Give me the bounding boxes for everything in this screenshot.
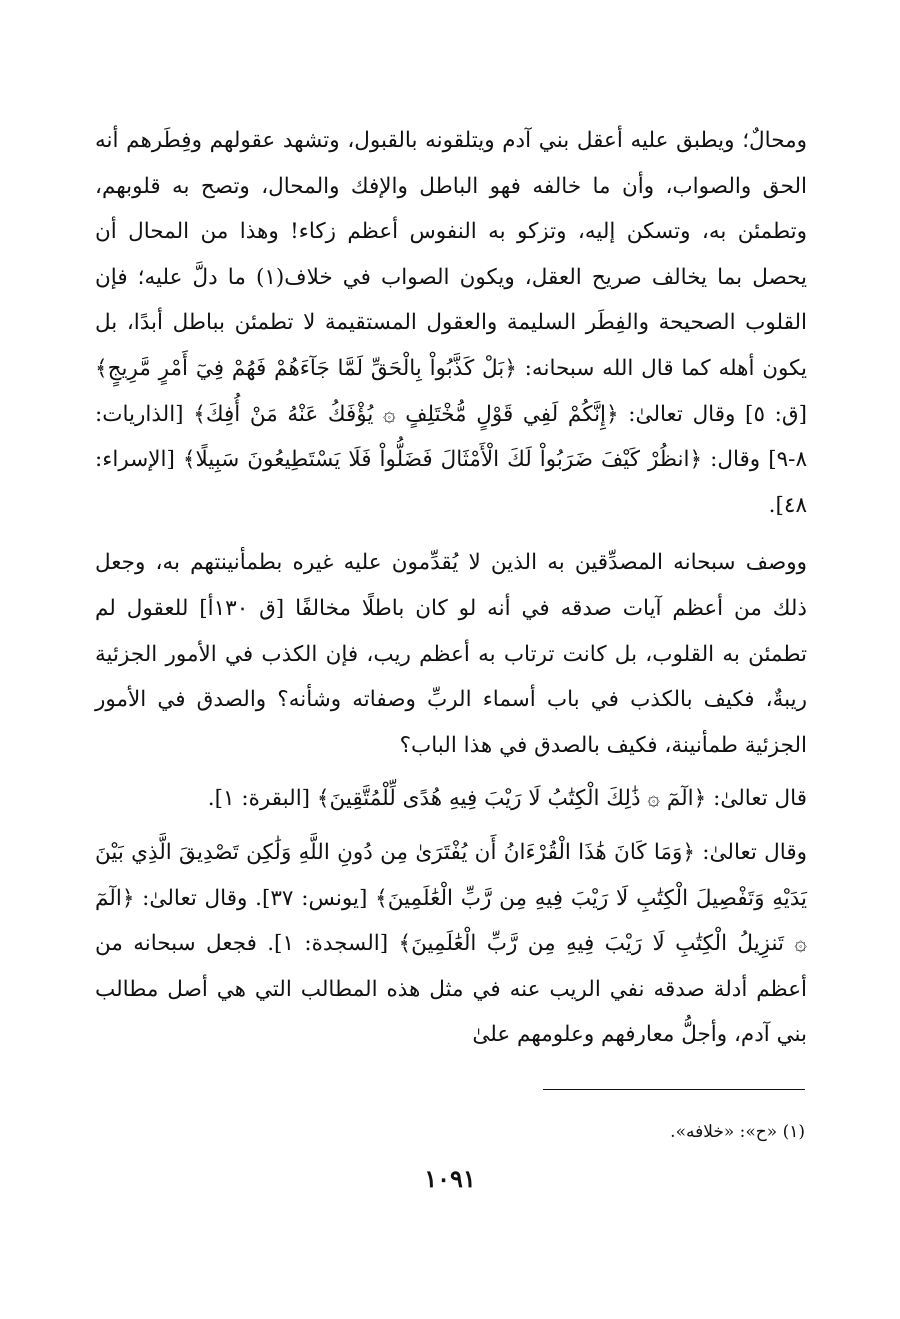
footnote-separator — [543, 1089, 805, 1090]
paragraph-4: وقال تعالىٰ: ﴿وَمَا كَانَ هَٰذَا الْقُرْءَانُ أَن يُفْتَرَىٰ مِن دُونِ اللَّهِ وَلَٰكِن تَصْدِيقَ الَّذِي بَيْنَ يَدَيْهِ وَتَفْصِيلَ الْكِتَٰبِ لَا رَيْبَ فِيهِ مِن رَّبِّ الْعَٰلَمِينَ﴾ [يونس: ٣٧]. وقال تعالىٰ: ﴿الٓمٓ ۞ تَنزِيلُ الْكِتَٰبِ لَا رَيْبَ فِيهِ مِن رَّبِّ الْعَٰلَمِينَ﴾ [السجدة: ١]. فجعل سبحانه من أعظم أدلة صدقه نفي الريب عنه في مثل هذه المطالب التي هي أصل مطالب بني آدم، وأجلُّ معارفهم وعلومهم علىٰ — [95, 839, 808, 1048]
paragraph-2: ووصف سبحانه المصدِّقين به الذين لا يُقدِّمون عليه غيره بطمأنينتهم به، وجعل ذلك من أعظم آيات صدقه في أنه لو كان باطلًا مخالفًا [ق ١٣٠أ] للعقول لم تطمئن به القلوب، بل كانت ترتاب به أعظم ريب، فإن الكذب في الأمور الجزئية ريبةٌ، فكيف بالكذب في باب أسماء الربِّ وصفاته وشأنه؟ والصدق في الأمور الجزئية طمأنينة، فكيف بالصدق في هذا الباب؟ — [95, 550, 807, 758]
footnote-1: (١) «ح»: «خلافه». — [670, 1122, 805, 1142]
paragraph-1: ومحالٌ؛ ويطبق عليه أعقل بني آدم ويتلقونه بالقبول، وتشهد عقولهم وفِطَرهم أنه الحق والصواب، وأن ما خالفه فهو الباطل والإفك والمحال، وتصح به قلوبهم، وتطمئن به، وتسكن إليه، وتزكو به النفوس أعظم زكاء! وهذا من المحال أن يحصل بما يخالف صريح العقل، ويكون الصواب في خلاف(١) ما دلَّ عليه؛ فإن القلوب الصحيحة والفِطَر السليمة والعقول المستقيمة لا تطمئن بباطل أبدًا، بل يكون أهله كما قال الله سبحانه: ﴿بَلْ كَذَّبُواْ بِالْحَقِّ لَمَّا جَآءَهُمْ فَهُمْ فِيٓ أَمْرٍ مَّرِيجٍ﴾ [ق: ٥] وقال تعالىٰ: ﴿إِنَّكُمْ لَفِي قَوْلٍ مُّخْتَلِفٍ ۞ يُؤْفَكُ عَنْهُ مَنْ أُفِكَ﴾ [الذاريات: ٨-٩] وقال: ﴿انظُرْ كَيْفَ ضَرَبُواْ لَكَ الْأَمْثَالَ فَضَلُّواْ فَلَا يَسْتَطِيعُونَ سَبِيلًا﴾ [الإسراء: ٤٨]. — [95, 128, 807, 518]
main-text — [95, 118, 807, 1058]
paragraph-3: قال تعالىٰ: ﴿الٓمٓ ۞ ذَٰلِكَ الْكِتَٰبُ لَا رَيْبَ فِيهِ هُدًى لِّلْمُتَّقِينَ﴾ [البقرة: ١]. — [207, 786, 807, 812]
page-number: ١٠٩١ — [424, 1164, 476, 1193]
